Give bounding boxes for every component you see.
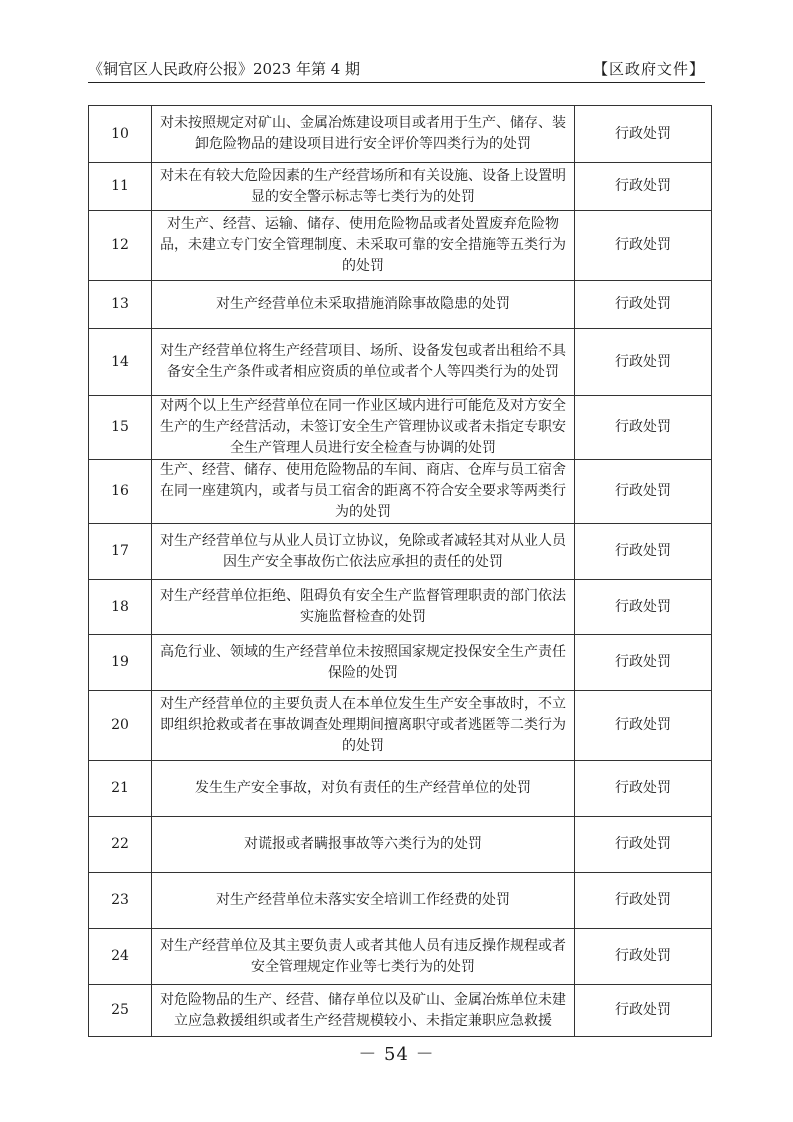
power-category: 行政处罚 <box>575 817 712 873</box>
table-row <box>89 873 712 929</box>
power-category: 行政处罚 <box>575 635 712 691</box>
table-row <box>89 163 712 211</box>
power-category: 行政处罚 <box>575 163 712 211</box>
power-item-name: 对生产经营单位将生产经营项目、场所、设备发包或者出租给不具备安全生产条件或者相应资质的单位或者个人等四类行为的处罚 <box>152 329 575 396</box>
row-number: 18 <box>89 580 152 635</box>
power-category: 行政处罚 <box>575 460 712 524</box>
power-item-name: 对危险物品的生产、经营、储存单位以及矿山、金属冶炼单位未建立应急救援组织或者生产经营规模较小、未指定兼职应急救援 <box>152 985 575 1037</box>
row-number: 13 <box>89 281 152 329</box>
row-number: 19 <box>89 635 152 691</box>
row-number: 24 <box>89 929 152 985</box>
table-row <box>89 985 712 1037</box>
table-row <box>89 524 712 580</box>
power-item-name: 发生生产安全事故，对负有责任的生产经营单位的处罚 <box>152 761 575 817</box>
power-item-name: 高危行业、领域的生产经营单位未按照国家规定投保安全生产责任保险的处罚 <box>152 635 575 691</box>
header-divider <box>88 82 705 83</box>
power-item-name: 对未按照规定对矿山、金属冶炼建设项目或者用于生产、储存、装卸危险物品的建设项目进行安全评价等四类行为的处罚 <box>152 106 575 163</box>
power-category: 行政处罚 <box>575 691 712 761</box>
power-item-name: 对两个以上生产经营单位在同一作业区域内进行可能危及对方安全生产的生产经营活动，未签订安全生产管理协议或者未指定专职安全生产管理人员进行安全检查与协调的处罚 <box>152 396 575 460</box>
power-item-name: 对未在有较大危险因素的生产经营场所和有关设施、设备上设置明显的安全警示标志等七类行为的处罚 <box>152 163 575 211</box>
row-number: 20 <box>89 691 152 761</box>
power-item-name: 对生产经营单位与从业人员订立协议，免除或者减轻其对从业人员因生产安全事故伤亡依法应承担的责任的处罚 <box>152 524 575 580</box>
row-number: 11 <box>89 163 152 211</box>
power-category: 行政处罚 <box>575 396 712 460</box>
power-item-name: 对谎报或者瞒报事故等六类行为的处罚 <box>152 817 575 873</box>
row-number: 21 <box>89 761 152 817</box>
table-row <box>89 281 712 329</box>
power-item-name: 对生产、经营、运输、储存、使用危险物品或者处置废弃危险物品，未建立专门安全管理制度、未采取可靠的安全措施等五类行为的处罚 <box>152 211 575 281</box>
power-category: 行政处罚 <box>575 873 712 929</box>
power-category: 行政处罚 <box>575 106 712 163</box>
power-item-name: 对生产经营单位未落实安全培训工作经费的处罚 <box>152 873 575 929</box>
row-number: 12 <box>89 211 152 281</box>
power-category: 行政处罚 <box>575 329 712 396</box>
publication-title: 《铜官区人民政府公报》2023 年第 4 期 <box>88 60 361 78</box>
table-row <box>89 691 712 761</box>
table-row <box>89 635 712 691</box>
row-number: 17 <box>89 524 152 580</box>
power-category: 行政处罚 <box>575 761 712 817</box>
power-category: 行政处罚 <box>575 580 712 635</box>
power-category: 行政处罚 <box>575 985 712 1037</box>
power-item-name: 对生产经营单位拒绝、阻碍负有安全生产监督管理职责的部门依法实施监督检查的处罚 <box>152 580 575 635</box>
row-number: 15 <box>89 396 152 460</box>
power-list-table <box>88 105 712 1037</box>
power-category: 行政处罚 <box>575 281 712 329</box>
power-category: 行政处罚 <box>575 929 712 985</box>
table-row <box>89 106 712 163</box>
power-item-name: 生产、经营、储存、使用危险物品的车间、商店、仓库与员工宿舍在同一座建筑内，或者与员工宿舍的距离不符合安全要求等两类行为的处罚 <box>152 460 575 524</box>
row-number: 23 <box>89 873 152 929</box>
power-item-name: 对生产经营单位的主要负责人在本单位发生生产安全事故时，不立即组织抢救或者在事故调查处理期间擅离职守或者逃匿等二类行为的处罚 <box>152 691 575 761</box>
power-category: 行政处罚 <box>575 211 712 281</box>
table-row <box>89 460 712 524</box>
section-label: 【区政府文件】 <box>592 60 705 78</box>
page-number: － 54 － <box>358 1044 435 1065</box>
row-number: 25 <box>89 985 152 1037</box>
table-row <box>89 817 712 873</box>
table-row <box>89 396 712 460</box>
table-row <box>89 329 712 396</box>
power-category: 行政处罚 <box>575 524 712 580</box>
row-number: 14 <box>89 329 152 396</box>
table-row <box>89 211 712 281</box>
power-item-name: 对生产经营单位未采取措施消除事故隐患的处罚 <box>152 281 575 329</box>
page-header <box>88 56 705 82</box>
row-number: 22 <box>89 817 152 873</box>
row-number: 16 <box>89 460 152 524</box>
row-number: 10 <box>89 106 152 163</box>
table-row <box>89 761 712 817</box>
table-row <box>89 580 712 635</box>
power-item-name: 对生产经营单位及其主要负责人或者其他人员有违反操作规程或者安全管理规定作业等七类行为的处罚 <box>152 929 575 985</box>
table-row <box>89 929 712 985</box>
